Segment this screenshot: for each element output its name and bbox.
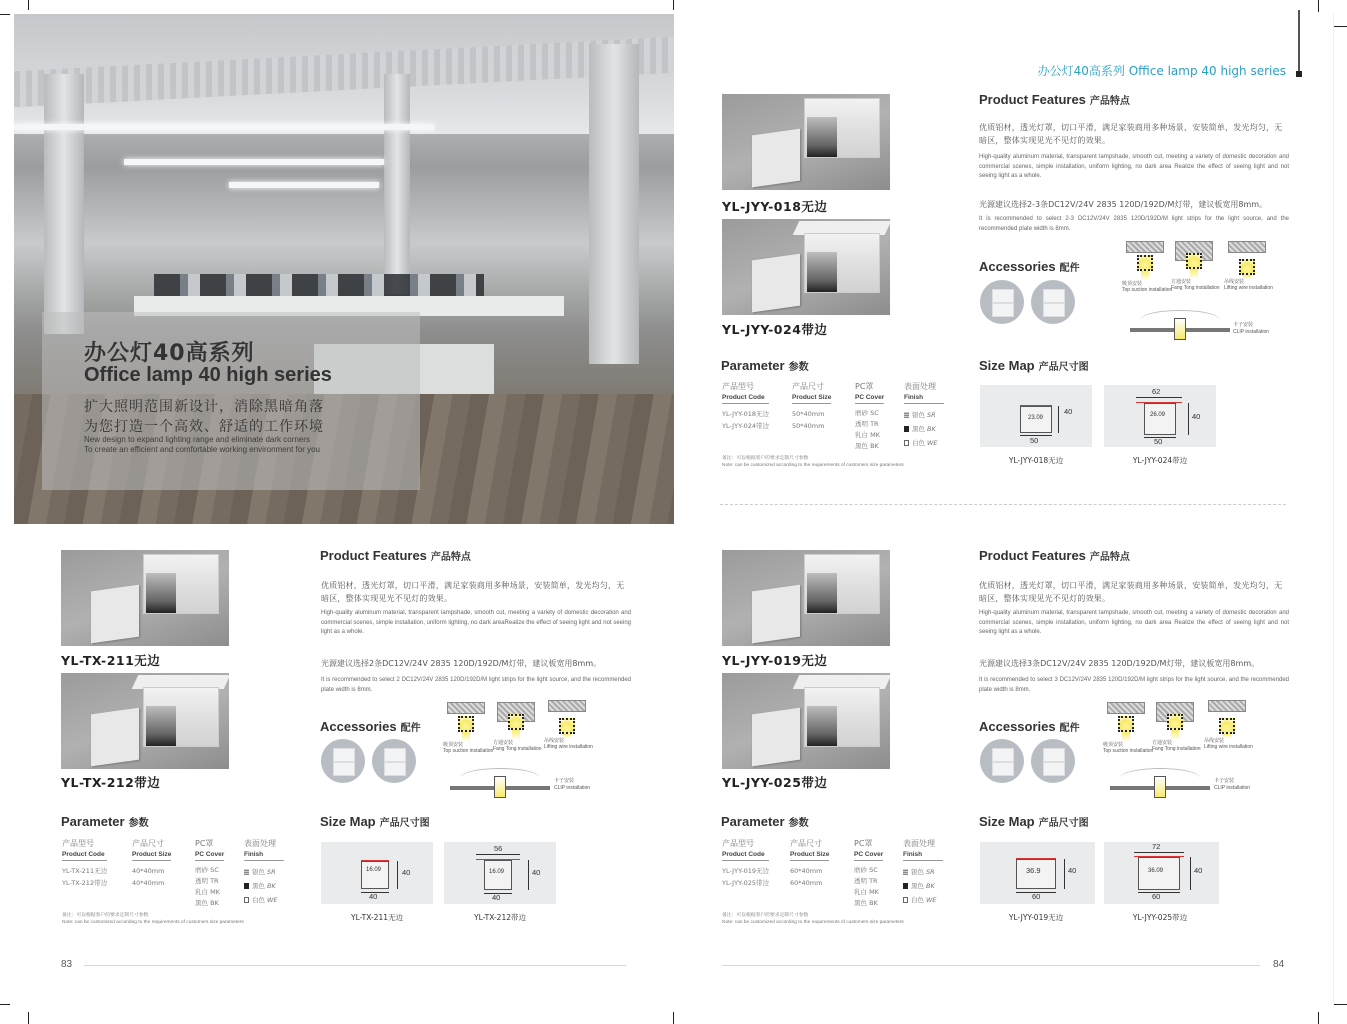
- product-name: YL-JYY-025带边: [722, 775, 828, 790]
- accessories-heading: Accessories 配件: [979, 719, 1080, 734]
- accessories-heading: Accessories 配件: [320, 719, 421, 734]
- light-source-en: It is recommended to select 3 DC12V/24V 2835 120D/192D/M light strips for the light source, and the recommended plate width is 8mm.: [979, 677, 1289, 693]
- sizemap-label: YL-TX-212带边: [473, 913, 526, 922]
- sizemap-diagram: 62 26.09 40 50: [1104, 385, 1216, 447]
- install-lifting-wire: 吊线安装 Lifting wire installation: [1208, 700, 1256, 750]
- hero-slogan-en-1: New design to expand lighting range and eliminate dark corners: [84, 435, 310, 444]
- black-swatch: [904, 426, 909, 432]
- install-clip: [1130, 310, 1230, 340]
- crop-mark: [1318, 0, 1319, 12]
- white-swatch: [244, 897, 249, 903]
- product-image-jyy-025: [722, 673, 890, 769]
- column: [384, 74, 410, 294]
- product-name: YL-JYY-019无边: [722, 653, 828, 668]
- light-source-zh: 光源建议选择2-3条DC12V/24V 2835 120D/192D/M灯带，建议板宽用8mm。: [979, 200, 1268, 209]
- white-swatch: [903, 897, 908, 903]
- crop-mark: [1318, 1012, 1319, 1024]
- page-number-right: 84: [1273, 959, 1285, 970]
- crop-mark: [1334, 26, 1347, 27]
- sizemap-heading: Size Map 产品尺寸图: [320, 814, 430, 829]
- sizemap-heading: Size Map 产品尺寸图: [979, 358, 1089, 373]
- sizemap-label: YL-JYY-025带边: [1132, 913, 1188, 922]
- sizemap-heading: Size Map 产品尺寸图: [979, 814, 1089, 829]
- light-source-en: It is recommended to select 2-3 DC12V/24V 2835 120D/192D/M light strips for the light source, and the recommended plate width is 8mm.: [979, 216, 1289, 232]
- features-text-zh: 优质铝材，透光灯罩，切口平滑，满足家装商用多种场景，安装简单，发光均匀，无暗区，整体实现见光不见灯的效果。: [979, 581, 1283, 603]
- clip-label: 卡子安装 CLIP installation: [1214, 778, 1251, 791]
- light-source-en: It is recommended to select 2 DC12V/24V 2835 120D/192D/M light strips for the light source, and the recommended plate width is 8mm.: [321, 677, 631, 693]
- product-image-tx-212: [61, 673, 229, 769]
- accessory-end-cap: [321, 739, 365, 783]
- product-name: YL-TX-212带边: [61, 775, 161, 790]
- accessories-heading: Accessories 配件: [979, 259, 1080, 274]
- product-name: YL-JYY-024带边: [722, 322, 828, 337]
- features-heading: Product Features 产品特点: [979, 548, 1130, 563]
- footer-rule: [722, 965, 1260, 966]
- features-text-zh: 优质铝材，透光灯罩，切口平滑，满足家装商用多种场景，安装简单，发光均匀，无暗区，整体实现见光不见灯的效果。: [979, 123, 1283, 145]
- silver-swatch: [244, 869, 249, 875]
- features-text-en: High-quality aluminum material, transparent lampshade, smooth cut, meeting a variety of domestic decoration and commercial scenes, simple installation, uniform lighting, no dark areaRealize the effect of seeing light and not seeing light as a whole.: [321, 610, 631, 635]
- crop-mark: [673, 0, 674, 10]
- sizemap-diagram: 36.9 40 60: [980, 842, 1095, 904]
- parameter-note: 备注：可以根据客户的要求定制尺寸参数 Note: can be customized according to the requirements of customers size parameters: [722, 456, 904, 468]
- accessory-end-cap: [372, 739, 416, 783]
- product-image-jyy-019: [722, 550, 890, 646]
- hero-slogan-zh-1: 扩大照明范围新设计，消除黑暗角落: [84, 399, 324, 415]
- features-text-en: High-quality aluminum material, transparent lampshade, smooth cut, meeting a variety of domestic decoration and commercial scenes, simple installation, uniform lighting, no dark area Realize the effect of seeing light and not seeing light as a whole.: [979, 610, 1289, 635]
- hero-title-zh: 办公灯40高系列: [84, 341, 255, 366]
- features-text-en: High-quality aluminum material, transparent lampshade, smooth cut, meeting a variety of domestic decoration and commercial scenes, simple installation, uniform lighting, no dark area Realize the effect of seeing light and not seeing light as a whole.: [979, 154, 1289, 179]
- section-divider: [720, 504, 1286, 505]
- hero-office-photo: [14, 14, 674, 524]
- install-clip: [450, 768, 550, 798]
- crop-mark: [28, 0, 29, 10]
- black-swatch: [244, 883, 249, 889]
- hero-slogan-zh-2: 为您打造一个高效、舒适的工作环境: [84, 419, 324, 435]
- hero-slogan-en-2: To create an efficient and comfortable working environment for you: [84, 445, 320, 454]
- parameter-heading: Parameter 参数: [721, 358, 809, 373]
- column: [44, 74, 84, 334]
- sizemap-diagram: 72 36.09 40 60: [1104, 842, 1219, 904]
- crop-mark: [1334, 1004, 1347, 1005]
- crop-mark: [673, 1012, 674, 1024]
- features-heading: Product Features 产品特点: [320, 548, 471, 563]
- footer-rule: [84, 965, 626, 966]
- parameter-heading: Parameter 参数: [61, 814, 149, 829]
- ceiling-lamp: [14, 124, 434, 130]
- hero-title-en: Office lamp 40 high series: [84, 364, 332, 386]
- install-top-suction: 吸顶安装 Top suction installation: [447, 702, 495, 754]
- sizemap-label: YL-JYY-024带边: [1132, 456, 1188, 465]
- product-name: YL-JYY-018无边: [722, 199, 828, 214]
- header-rule: [1298, 10, 1300, 72]
- crop-mark: [0, 1004, 10, 1005]
- sizemap-diagram: 56 16.09 40 40: [444, 842, 556, 904]
- accessory-end-cap: [1031, 280, 1075, 324]
- sizemap-label: YL-JYY-018无边: [1008, 456, 1064, 465]
- parameter-note: 备注：可以根据客户的要求定制尺寸参数 Note: can be customized according to the requirements of customers size parameters: [722, 913, 904, 925]
- accessory-end-cap: [980, 739, 1024, 783]
- black-swatch: [903, 883, 908, 889]
- sizemap-label: YL-JYY-019无边: [1008, 913, 1064, 922]
- clip-label: 卡子安装 CLIP installation: [1233, 322, 1270, 335]
- parameter-heading: Parameter 参数: [721, 814, 809, 829]
- series-title: 办公灯40高系列 Office lamp 40 high series: [1037, 64, 1286, 78]
- accessory-end-cap: [980, 280, 1024, 324]
- header-dot: [1296, 71, 1302, 77]
- product-image-tx-211: [61, 550, 229, 646]
- parameter-note: 备注：可以根据客户的要求定制尺寸参数 Note: can be customized according to the requirements of customers size parameters: [62, 913, 244, 925]
- install-fang-tong: 方通安装 Fang Tong installation: [1175, 241, 1223, 291]
- install-lifting-wire: 吊线安装 Lifting wire installation: [1228, 241, 1276, 291]
- features-text-zh: 优质铝材，透光灯罩，切口平滑，满足家装商用多种场景，安装简单，发光均匀，无暗区，整体实现见光不见灯的效果。: [321, 581, 625, 603]
- product-image-jyy-018: [722, 94, 890, 190]
- install-top-suction: 吸顶安装 Top suction installation: [1107, 702, 1155, 754]
- install-lifting-wire: 吊线安装 Lifting wire installation: [548, 700, 596, 750]
- ceiling-lamp: [124, 159, 384, 165]
- install-fang-tong: 方通安装 Fang Tong installation: [497, 702, 545, 752]
- page-number-left: 83: [61, 959, 73, 970]
- install-clip: [1110, 768, 1210, 798]
- silver-swatch: [903, 869, 908, 875]
- clip-label: 卡子安装 CLIP installation: [554, 778, 591, 791]
- product-image-jyy-024: [722, 219, 890, 315]
- sizemap-label: YL-TX-211无边: [350, 913, 403, 922]
- accessory-end-cap: [1031, 739, 1075, 783]
- desk-monitors: [154, 274, 484, 296]
- install-top-suction: 吸顶安装 Top suction installation: [1126, 241, 1174, 293]
- light-source-zh: 光源建议选择3条DC12V/24V 2835 120D/192D/M灯带，建议板宽用8mm。: [979, 659, 1260, 668]
- crop-mark: [28, 1012, 29, 1024]
- column: [589, 44, 639, 364]
- features-heading: Product Features 产品特点: [979, 92, 1130, 107]
- crop-mark: [0, 14, 10, 15]
- sizemap-diagram: 23.09 40 50: [980, 385, 1092, 447]
- install-fang-tong: 方通安装 Fang Tong installation: [1156, 702, 1204, 752]
- white-swatch: [904, 440, 909, 446]
- product-name: YL-TX-211无边: [61, 653, 161, 668]
- light-source-zh: 光源建议选择2条DC12V/24V 2835 120D/192D/M灯带，建议板宽用8mm。: [321, 659, 602, 668]
- sizemap-diagram: 16.09 40 40: [321, 842, 433, 904]
- silver-swatch: [904, 412, 909, 418]
- ceiling-lamp: [229, 182, 379, 188]
